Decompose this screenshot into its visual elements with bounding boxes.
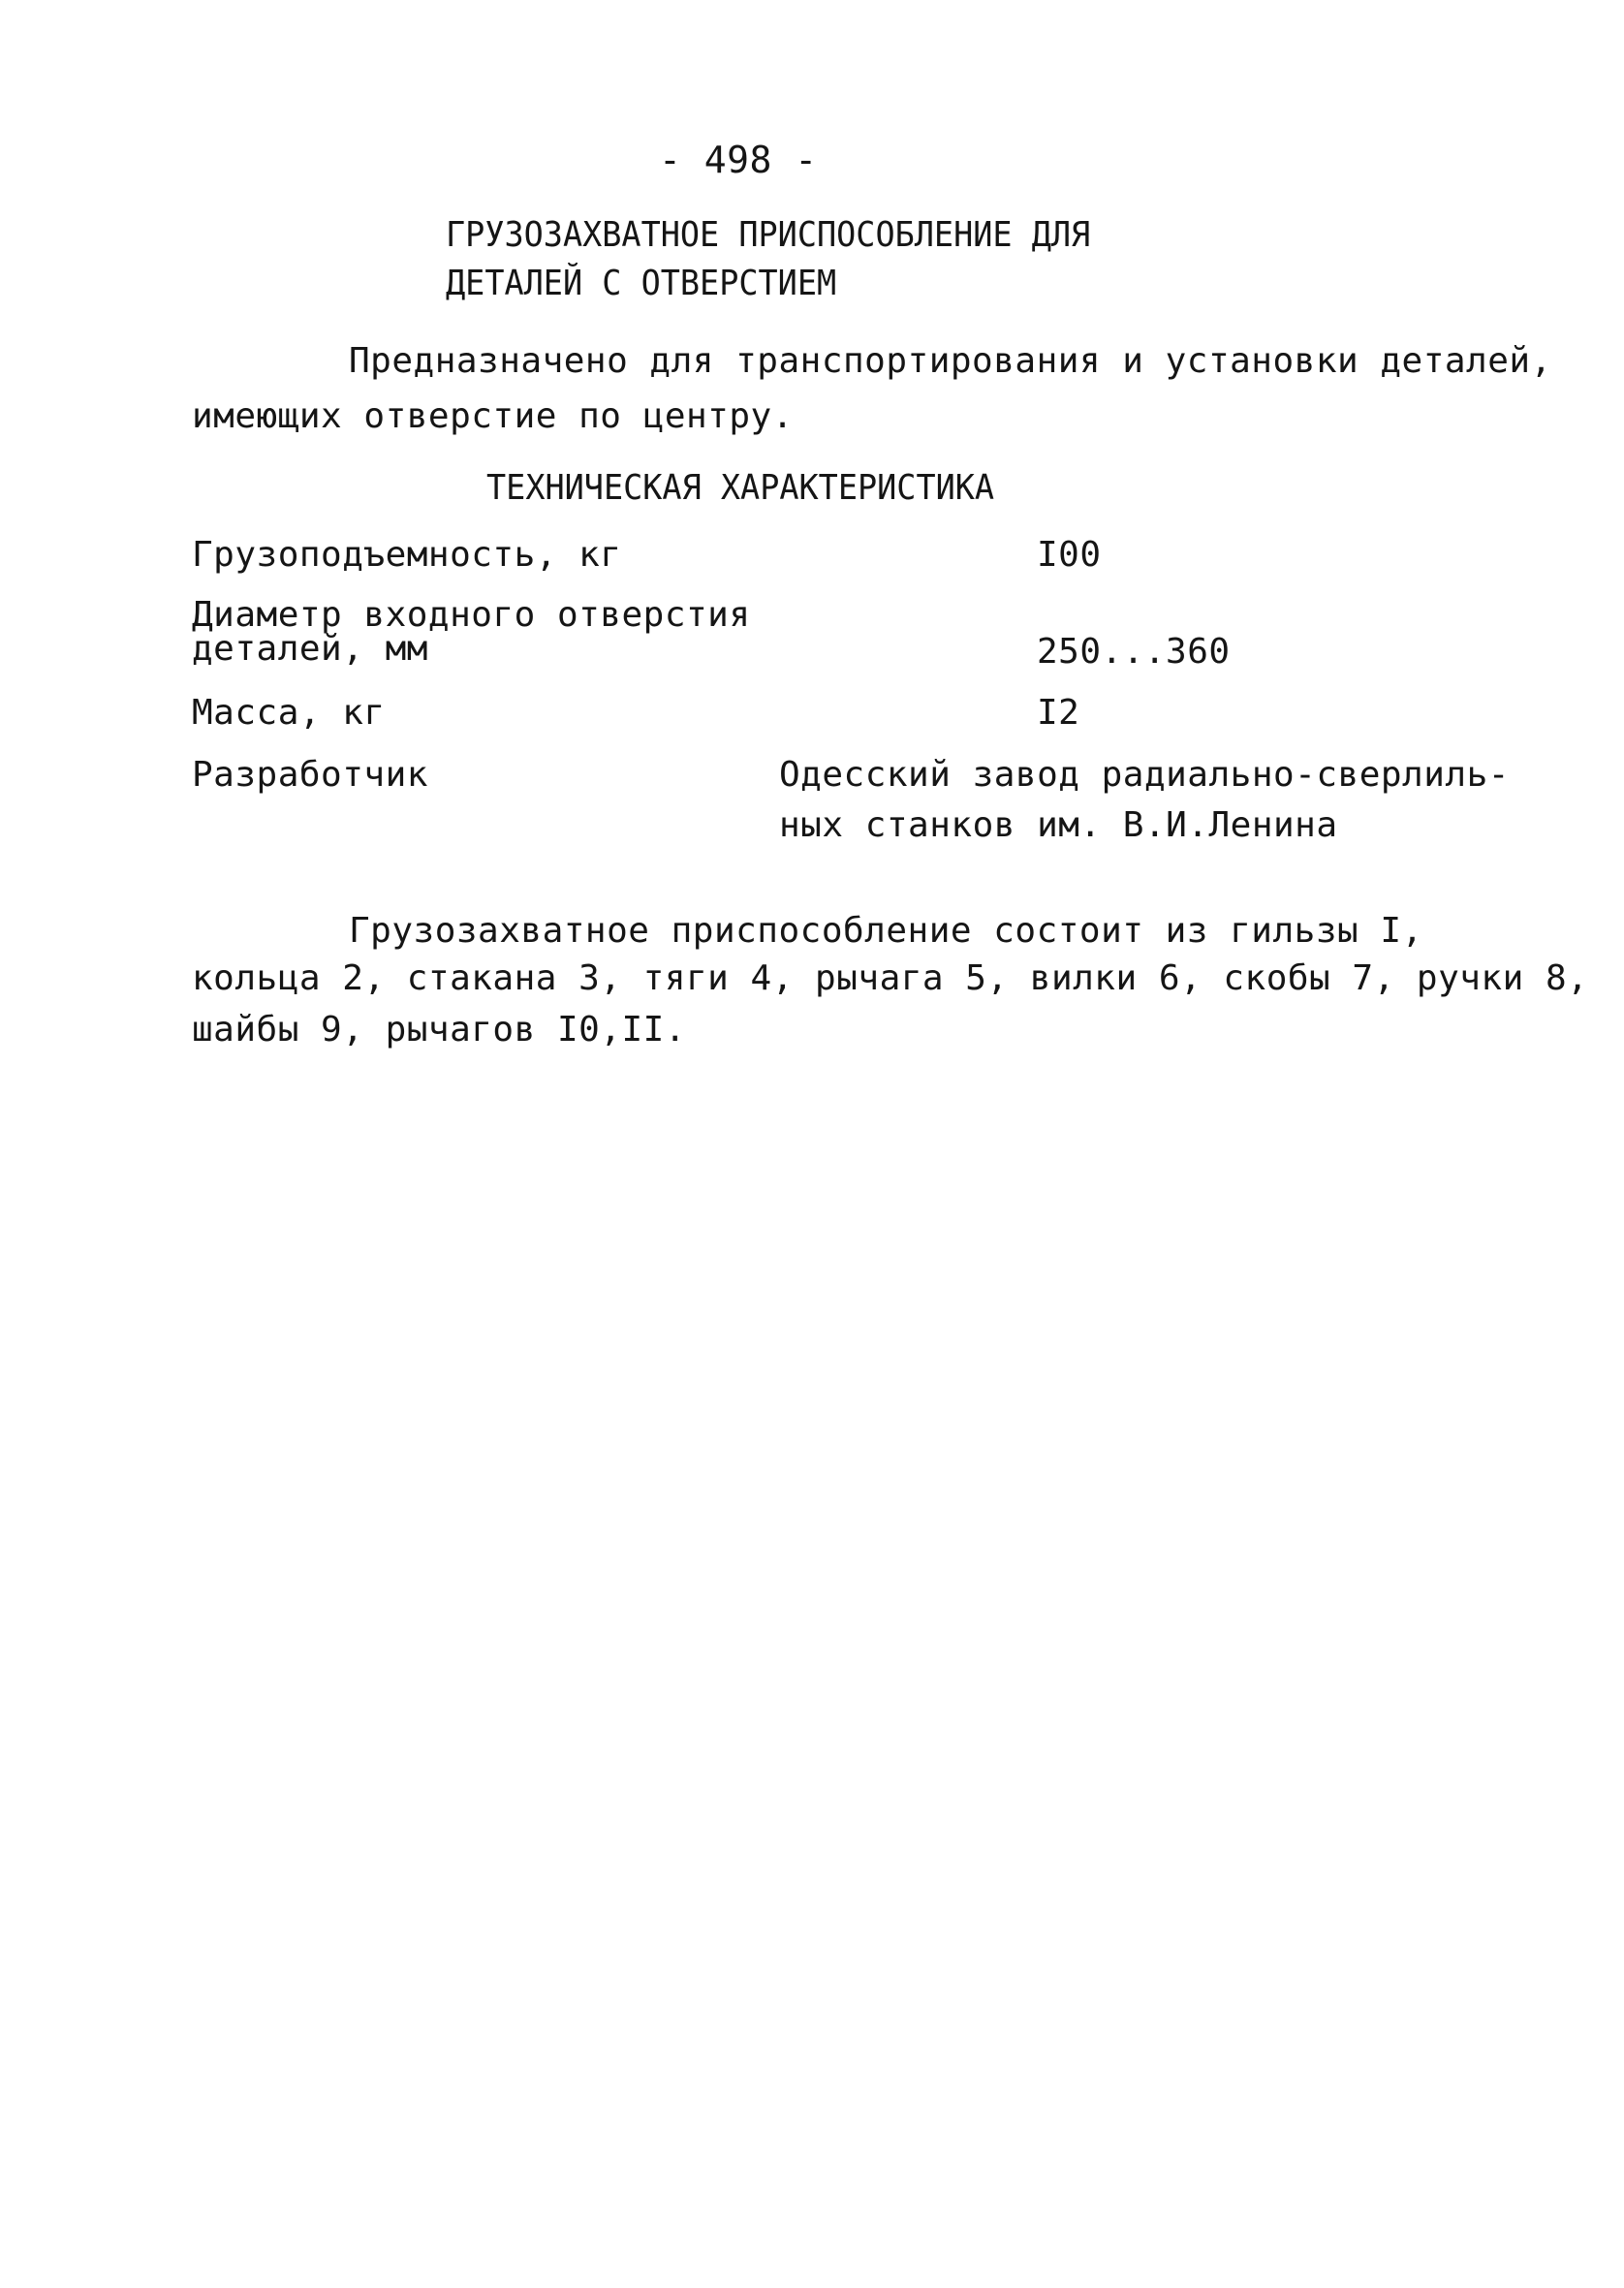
spec-value-capacity: I00 [1037, 535, 1102, 575]
spec-label-mass: Масса, кг [192, 693, 386, 733]
spec-heading: ТЕХНИЧЕСКАЯ ХАРАКТЕРИСТИКА [486, 468, 995, 508]
title-line-1: ГРУЗОЗАХВАТНОЕ ПРИСПОСОБЛЕНИЕ ДЛЯ [446, 215, 1091, 255]
spec-value-mass: I2 [1037, 693, 1080, 733]
title-line-2: ДЕТАЛЕЙ С ОТВЕРСТИЕМ [446, 264, 837, 303]
spec-label-diameter-line-2: деталей, мм [192, 629, 428, 669]
body-line-2: кольца 2, стакана 3, тяги 4, рычага 5, вилки 6, скобы 7, ручки 8, [192, 958, 1589, 998]
spec-value-developer-line-2: ных станков им. В.И.Ленина [779, 805, 1338, 845]
spec-value-developer-line-1: Одесский завод радиально-сверлиль- [779, 755, 1510, 795]
spec-label-capacity: Грузоподъемность, кг [192, 535, 622, 575]
page-number: - 498 - [659, 139, 818, 181]
spec-label-diameter-line-1: Диаметр входного отверстия [192, 595, 751, 635]
body-line-1: Грузозахватное приспособление состоит из гильзы I, [349, 911, 1423, 951]
intro-line-2: имеющих отверстие по центру. [192, 396, 794, 436]
spec-value-diameter: 250...360 [1037, 632, 1231, 672]
spec-label-developer: Разработчик [192, 755, 428, 795]
intro-line-1: Предназначено для транспортирования и установки деталей, [349, 341, 1552, 381]
body-line-3: шайбы 9, рычагов I0,II. [192, 1010, 686, 1050]
